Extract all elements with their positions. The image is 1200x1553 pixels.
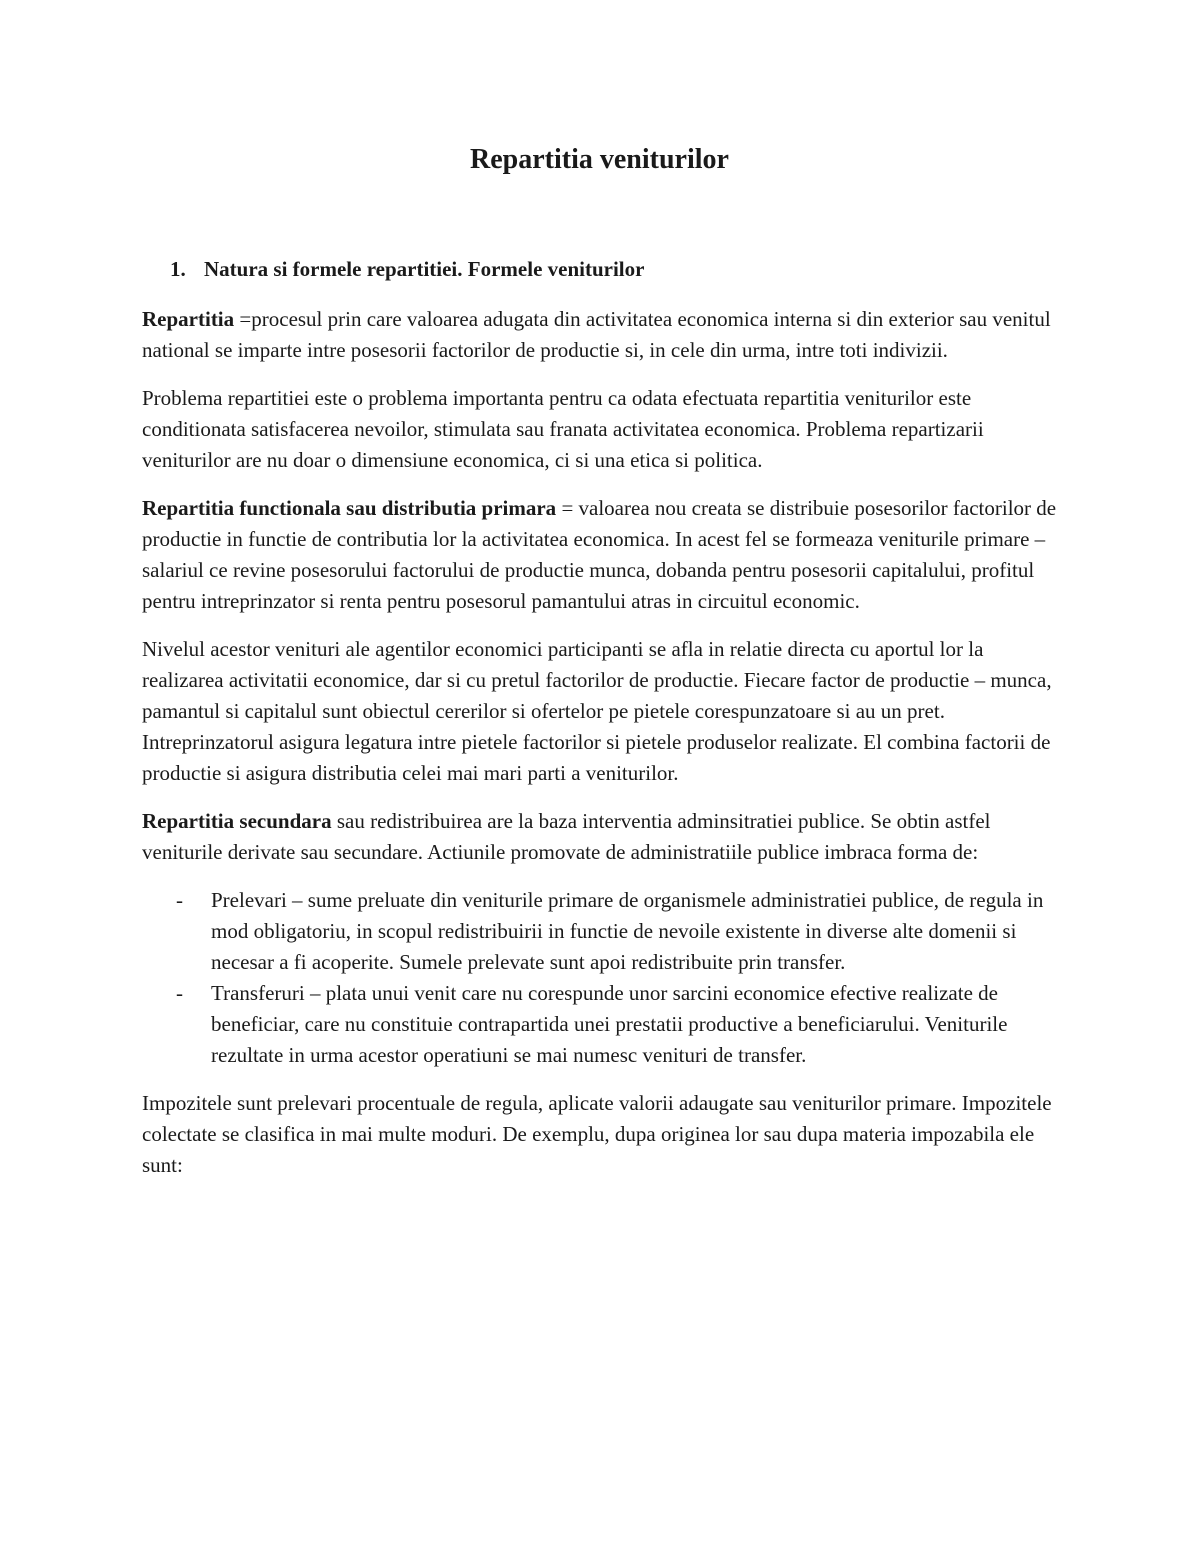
dash-list xyxy=(142,885,1062,1071)
paragraph-repartitia-functionala xyxy=(142,493,1062,617)
section-number: 1. xyxy=(170,257,186,281)
paragraph-impozitele: Impozitele sunt prelevari procentuale de regula, aplicate valorii adaugate sau veniturilor primare. Impozitele colectate se clasifica in mai multe moduri. De exemplu, dupa originea lor sau dupa materia impozabila ele sunt: xyxy=(142,1091,1052,1177)
paragraph-text: = valoarea nou creata se distribuie posesorilor factorilor de productie in functie de contributia lor la activitatea economica. In acest fel se formeaza veniturile primare – salariul ce revine posesorului factorului de productie munca, dobanda pentru posesorii capitalului, profitul pentru intreprinzator si renta pentru posesorul pamantului atras in circuitul economic. xyxy=(142,496,1057,613)
paragraph-text: Nivelul acestor venituri ale agentilor economici participanti se afla in relatie directa cu aportul lor la realizarea activitatii economice, dar si cu pretul factorilor de productie. Fiecare factor de productie – munca, pamantul si capitalul sunt obiectul cererilor si ofertelor pe pietele corespunzatoare si au un pret. Intreprinzatorul asigura legatura intre pietele factorilor si pietele produselor realizate. El combina factorii de productie si asigura distributia celei mai mari parti a veniturilor. xyxy=(142,637,1052,785)
section-heading xyxy=(170,253,644,285)
list-item-transferuri xyxy=(142,978,1062,1071)
paragraph-text: sau redistribuirea are la baza interventia adminsitratiei publice. Se obtin astfel veniturile derivate sau secundare. Actiunile promovate de administratiile publice imbraca forma de: xyxy=(142,809,991,864)
paragraph-nivelul xyxy=(142,634,1062,789)
paragraph-text: =procesul prin care valoarea adugata din activitatea economica interna si din exterior sau venitul national se imparte intre posesorii factorilor de productie si, in cele din urma, intre toti indivizii. xyxy=(142,307,1051,362)
list-item-text: Prelevari – sume preluate din veniturile primare de organismele administratiei publice, de regula in mod obligatoriu, in scopul redistribuirii in functie de nevoile existente in diverse alte domenii si necesar a fi acoperite. Sumele prelevate sunt apoi redistribuite prin transfer. xyxy=(211,888,1044,974)
term-repartitia-functionala: Repartitia functionala sau distributia primara xyxy=(142,496,557,520)
term-repartitia: Repartitia xyxy=(142,307,235,331)
paragraph-repartitia-secundara xyxy=(142,806,1062,868)
term-repartitia-secundara: Repartitia secundara xyxy=(142,809,332,833)
document-body xyxy=(142,304,1062,1198)
list-item-prelevari xyxy=(142,885,1062,978)
paragraph-text: Problema repartitiei este o problema importanta pentru ca odata efectuata repartitia veniturilor este conditionata satisfacerea nevoilor, stimulata sau franata activitatea economica. Problema repartizarii veniturilor are nu doar o dimensiune economica, ci si una etica si politica. xyxy=(142,386,984,472)
document-title: Repartitia veniturilor xyxy=(470,144,729,175)
paragraph-repartitia-definition xyxy=(142,304,1062,366)
paragraph-problema xyxy=(142,383,1062,476)
section-heading-text: Natura si formele repartitiei. Formele veniturilor xyxy=(204,257,645,281)
list-dash: - xyxy=(176,888,183,912)
list-dash: - xyxy=(176,981,183,1005)
list-item-text: Transferuri – plata unui venit care nu corespunde unor sarcini economice efective realizate de beneficiar, care nu constituie contrapartida unei prestatii productive a beneficiarului. Veniturile rezultate in urma acestor operatiuni se mai numesc venituri de transfer. xyxy=(211,981,1008,1067)
